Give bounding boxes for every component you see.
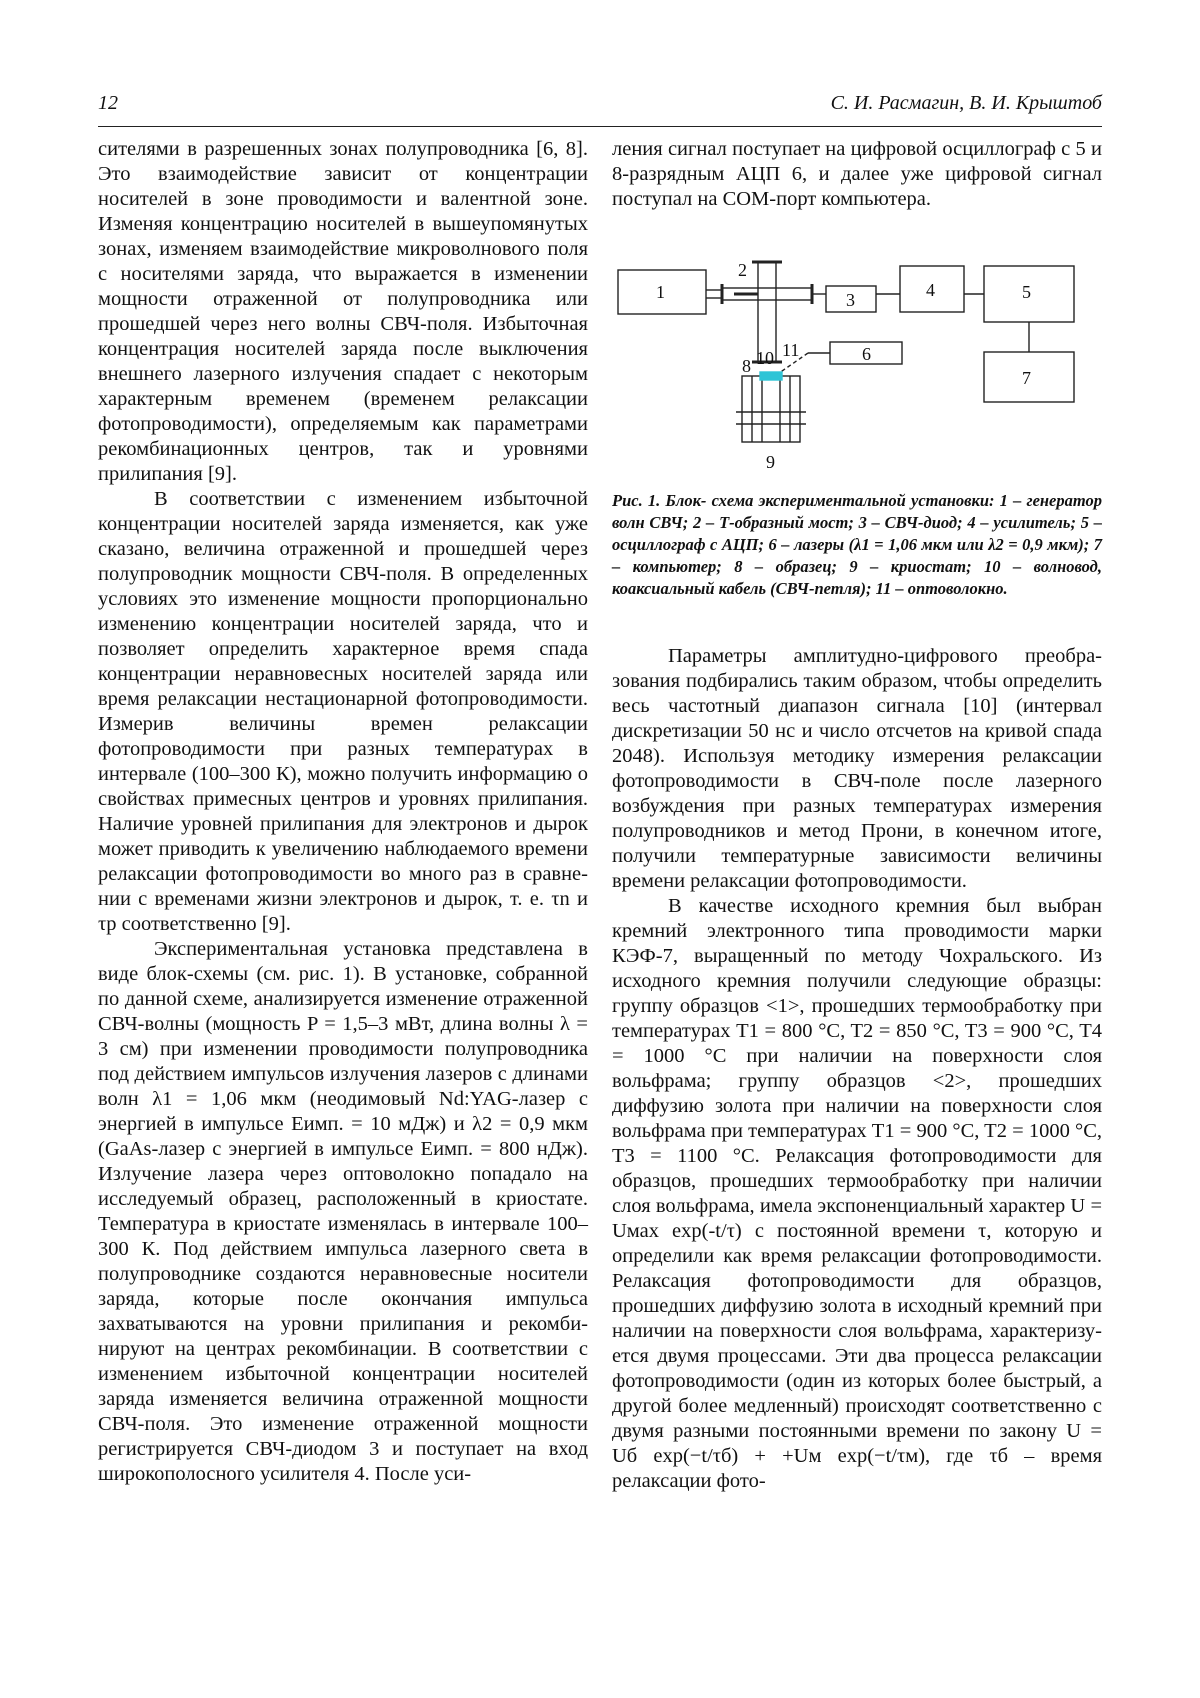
figure-block-diagram <box>612 260 1102 490</box>
right-column <box>612 137 1102 1494</box>
label-5: 5 <box>1022 282 1031 302</box>
paragraph: Экспериментальная установка представлена в виде блок-схемы (см. рис. 1). В установке, собранной по данной схеме, анализируется изменение отраженной СВЧ-волны (мощность P = 1,5–3 мВт, длина волны λ = 3 см) при изменении проводимости полупроводника под действием импульсов излучения лазеров с длинами волн λ1 = 1,06 мкм (неодимовый Nd:YAG-лазер с энергией в импульсе Eимп. = 10 мДж) и λ2 = 0,9 мкм (GaAs-лазер с энергией в импульсе Eимп. = 800 нДж). Излучение лазера через оптоволокно попадало на исследуемый образец, расположенный в криостате. Температура в криостате изменялась в интервале 100–300 К. Под действием импульса лазерного света в полупроводнике создаются неравновесные носители заряда, которые после окончания импульса захватываются на уровни прилипания и рекомбинируют на центрах рекомбинации. В соответствии с изменением избыточной концентрации носителей заряда изменяется величина отраженной мощности СВЧ-поля. Это изменение отраженной мощности регистрируется СВЧ-диодом 3 и поступает на вход широкополосного усилителя 4. После уси- <box>98 938 588 1485</box>
paragraph: сителями в разрешенных зонах полупроводника [6, 8]. Это взаимодействие зависит от концентрации носителей в зоне проводимости и валентной зоне. Изменяя концентрацию носителей в вышеупомянутых зонах, изменяем взаимодействие микроволнового поля с носителями заряда, что выражается в изменении мощности отраженной от полупроводника или прошедшей через него волны СВЧ-поля. Избыточная концентрация носителей заряда после выключения внешнего лазерного излучения спадает с некоторым характерным временем (временем релаксации фотопроводимости), определяемым как параметрами рекомбинационных центров, так и уровнями прилипания [9]. <box>98 138 588 485</box>
label-11: 11 <box>782 340 800 360</box>
paragraph: В соответствии с изменением избыточной концентрации носителей заряда изменяется, как уже сказано, величина отраженной и прошедшей через полупроводник мощности СВЧ-поля. В определенных условиях это изменение мощности пропорционально изменению концентрации носителей заряда, что и позволяет определить характерное время спада концентрации неравновесных носителей заряда или время релаксации нестационарной фотопроводимости. Измерив величины времен релаксации фотопроводимости при разных температурах в интервале (100–300 К), можно получить информацию о свойствах примесных центров и уровнях прилипания. Наличие уровней прилипания для электронов и дырок может приводить к увеличению наблюдаемого времени релаксации фотопроводимости во много раз в сравнении с временами жизни электронов и дырок, т. е. τn и τp соответственно [9]. <box>98 488 588 935</box>
page-header <box>98 92 1102 122</box>
page-number: 12 <box>98 92 118 114</box>
label-4: 4 <box>926 280 935 300</box>
paragraph: ления сигнал поступает на цифровой осциллограф с 5 и 8-разрядным АЦП 6, и далее уже цифровой сигнал поступал на COM-порт компьютера. <box>612 138 1102 210</box>
cryostat <box>736 376 806 442</box>
sample <box>760 372 782 380</box>
paragraph: В качестве исходного кремния был выбран кремний электронного типа проводимости марки КЭФ-7, выращенный по методу Чохральского. Из исходного кремния получили следующие образцы: группу образцов <1>, прошедших термообработку при температурах T1 = 800 °C, T2 = 850 °C, T3 = 900 °C, T4 = 1000 °C при наличии на поверхности слоя вольфрама; группу образцов <2>, прошедших диффузию золота при наличии на поверхности слоя вольфрама при температурах T1 = 900 °C, T2 = 1000 °C, T3 = 1100 °C. Релаксация фотопроводимости для образцов, прошедших термообработку при наличии слоя вольфрама, имела экспоненциальный характер U = Uмах exp(-t/τ) с постоянной времени τ, которую и определили как время релаксации фотопроводимости. Релаксация фотопроводимости для образцов, прошедших диффузию золота в исходный кремний при наличии на поверхности слоя вольфрама, характеризуется двумя процессами. Эти два процесса релаксации фотопроводимости (один из которых более быстрый, а другой более медленный) происходят соответственно с двумя разными постоянными времени по закону U = Uб exp(−t/τб) + +Uм exp(−t/τм), где τб – время релаксации фото- <box>612 895 1102 1492</box>
paragraph: Параметры амплитудно-цифрового преобразования подбирались таким образом, чтобы определить весь частотный диапазон сигнала [10] (интервал дискретизации 50 нс и число отсчетов на кривой спада 2048). Используя методику измерения релаксации фотопроводимости в СВЧ-поле после лазерного возбуждения при разных температурах измерения полупроводников и метод Прони, в конечном итоге, получили температурные зависимости величины времени релаксации фотопроводимости. <box>612 645 1102 892</box>
left-column <box>98 137 588 1487</box>
label-3: 3 <box>846 290 855 310</box>
label-2: 2 <box>738 260 747 280</box>
label-6: 6 <box>862 344 871 364</box>
block-diagram <box>612 260 1102 490</box>
figure-caption: Рис. 1. Блок- схема экспериментальной установки: 1 – генератор волн СВЧ; 2 – Т-образный мост; 3 – СВЧ-диод; 4 – усилитель; 5 – осциллограф с АЦП; 6 – лазеры (λ1 = 1,06 мкм или λ2 = 0,9 мкм); 7 – компьютер; 8 – образец; 9 – криостат; 10 – волновод, коаксиальный кабель (СВЧ-петля); 11 – оптоволокно. <box>612 491 1102 598</box>
label-1: 1 <box>656 282 665 302</box>
label-9: 9 <box>766 452 775 472</box>
running-head-authors: С. И. Расмагин, В. И. Крыштоб <box>830 92 1102 114</box>
label-7: 7 <box>1022 368 1031 388</box>
header-rule <box>98 126 1102 127</box>
label-10: 10 <box>756 348 774 368</box>
label-8: 8 <box>742 356 751 376</box>
spacer <box>612 600 1102 644</box>
